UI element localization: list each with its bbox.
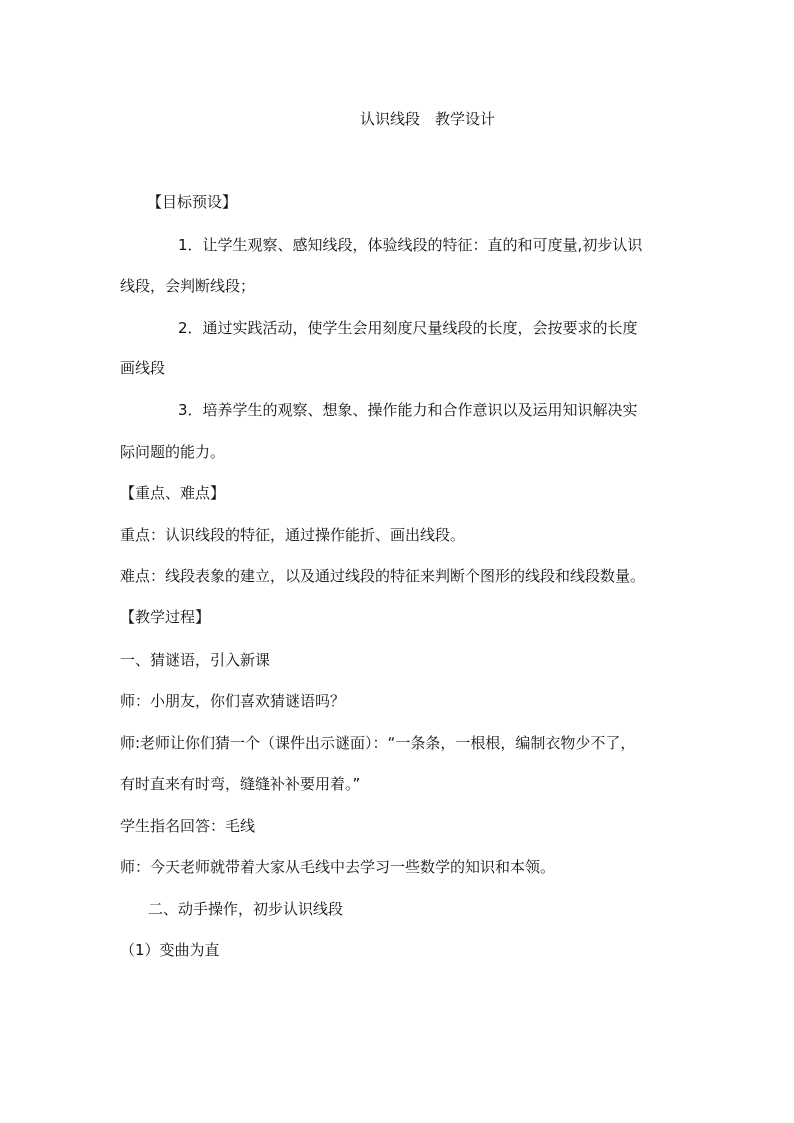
goal-3-line-1: 3．培养学生的观察、想象、操作能力和合作意识以及运用知识解决实 xyxy=(178,401,638,419)
difficult-point-text: 难点：线段表象的建立，以及通过线段的特征来判断个图形的线段和线段数量。 xyxy=(120,567,646,585)
goal-1-line-2: 线段，会判断线段； xyxy=(120,277,256,295)
teacher-line-1: 师：小朋友，你们喜欢猜谜语吗？ xyxy=(120,692,346,710)
goal-2-line-2: 画线段 xyxy=(120,359,166,377)
goal-1-line-1: 1．让学生观察、感知线段，体验线段的特征：直的和可度量,初步认识 xyxy=(178,236,643,254)
document-title: 认识线段 教学设计 xyxy=(360,110,496,128)
teacher-line-2b: 有时直来有时弯，缝缝补补要用着。” xyxy=(120,775,361,793)
step-2-subheading-1: （1）变曲为直 xyxy=(120,941,220,959)
section-heading-goals: 【目标预设】 xyxy=(147,193,238,211)
section-heading-key-points: 【重点、难点】 xyxy=(120,484,226,502)
step-2-heading: 二、动手操作，初步认识线段 xyxy=(148,900,344,918)
teacher-line-2a: 师:老师让你们猜一个（课件出示谜面）：“一条条，一根根，编制衣物少不了， xyxy=(120,734,636,752)
student-answer: 学生指名回答：毛线 xyxy=(120,817,256,835)
goal-2-line-1: 2．通过实践活动，使学生会用刻度尺量线段的长度，会按要求的长度 xyxy=(178,319,638,337)
goal-3-line-2: 际问题的能力。 xyxy=(120,443,226,461)
section-heading-process: 【教学过程】 xyxy=(120,608,211,626)
teacher-line-3: 师：今天老师就带着大家从毛线中去学习一些数学的知识和本领。 xyxy=(120,858,556,876)
key-point-text: 重点：认识线段的特征，通过操作能折、画出线段。 xyxy=(120,526,466,544)
step-1-heading: 一、猜谜语，引入新课 xyxy=(120,651,271,669)
